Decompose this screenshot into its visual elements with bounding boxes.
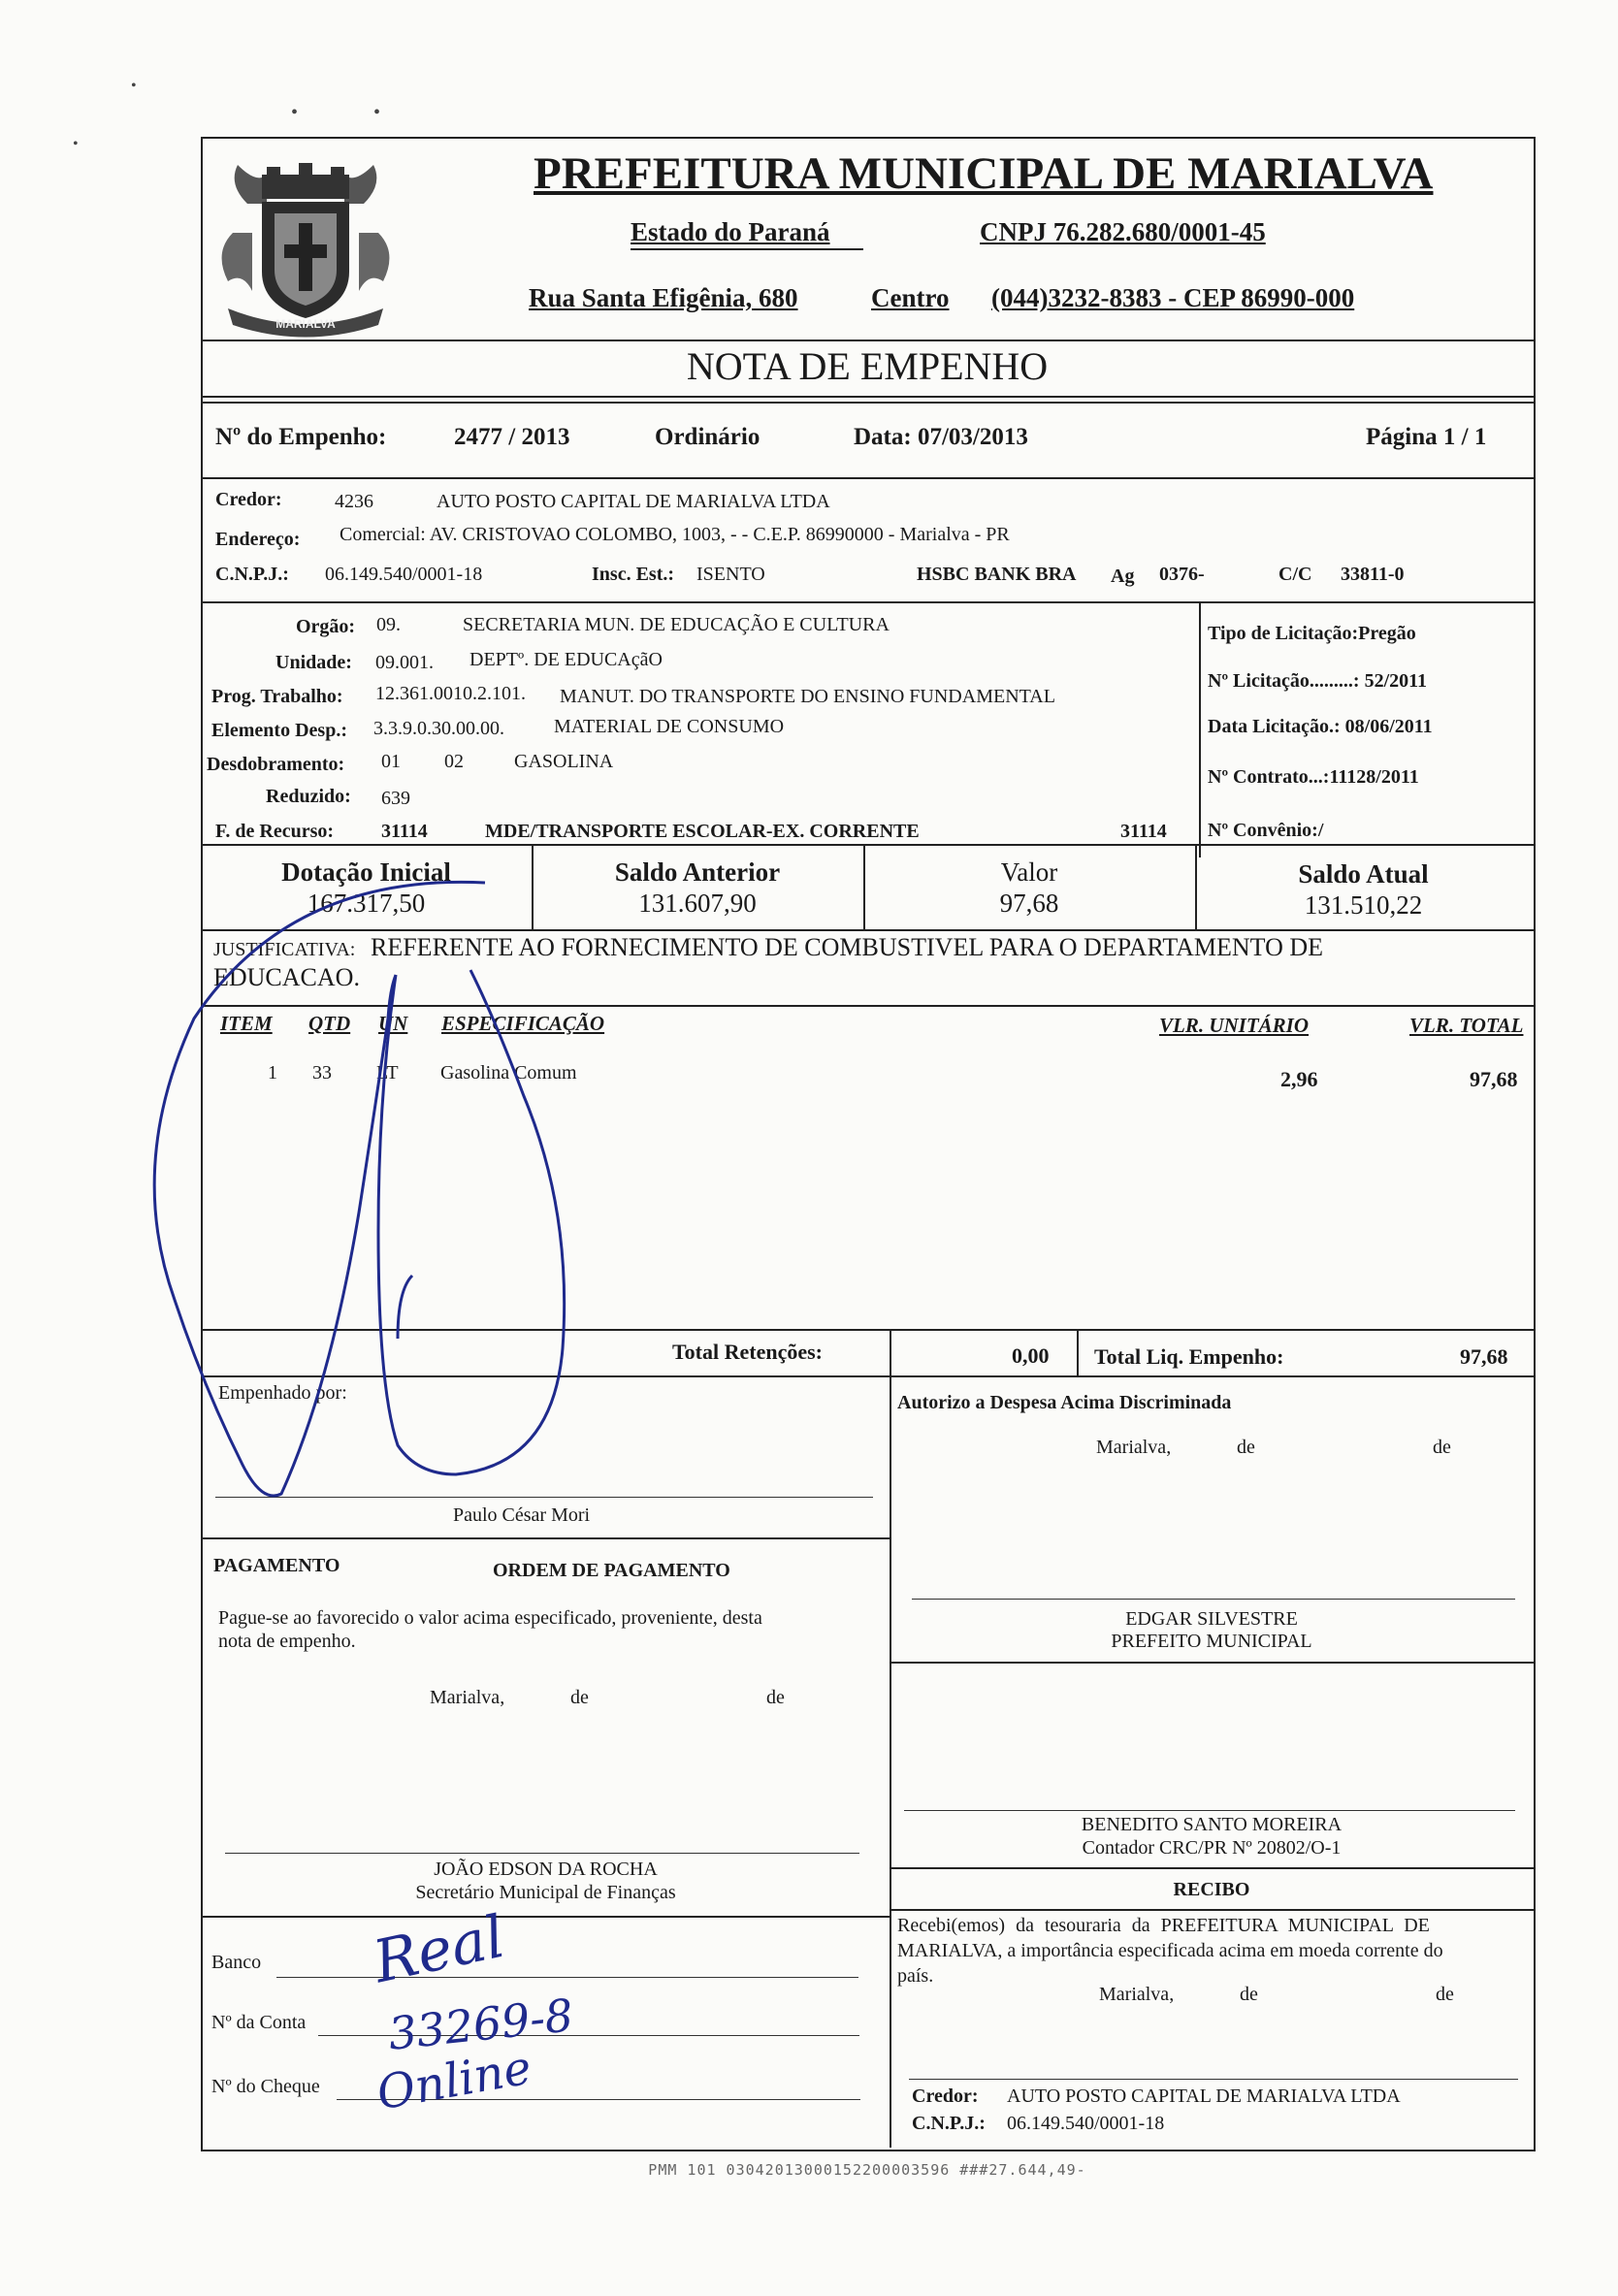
header-cnpj: CNPJ 76.282.680/0001-45 bbox=[980, 217, 1266, 246]
prog-code: 12.361.0010.2.101. bbox=[375, 683, 526, 704]
banco-label: Banco bbox=[211, 1952, 262, 1973]
pagamento-de-2: de bbox=[766, 1687, 785, 1708]
endereco-value: Comercial: AV. CRISTOVAO COLOMBO, 1003, - - C.E.P. 86990000 - Marialva - PR bbox=[340, 524, 1010, 545]
empenhado-label: Empenhado por: bbox=[218, 1382, 347, 1404]
recibo-credor-label: Credor: bbox=[912, 2086, 979, 2107]
retencoes-label: Total Retenções: bbox=[672, 1340, 823, 1364]
recurso-code-2: 31114 bbox=[1120, 821, 1167, 842]
convenio-number: Nº Convênio:/ bbox=[1208, 820, 1324, 841]
contador-role: Contador CRC/PR Nº 20802/O-1 bbox=[1082, 1837, 1342, 1859]
item-unit: LT bbox=[376, 1062, 399, 1083]
autorizo-title: Autorizo a Despesa Acima Discriminada bbox=[897, 1392, 1232, 1413]
unidade-label: Unidade: bbox=[275, 652, 352, 673]
recibo-de-1: de bbox=[1240, 1984, 1258, 2005]
justificativa-text-1: REFERENTE AO FORNECIMENTO DE COMBUSTIVEL PARA O DEPARTAMENTO DE bbox=[371, 933, 1324, 961]
pagamento-label: PAGAMENTO bbox=[213, 1555, 340, 1576]
recibo-text-2: MARIALVA, a importância especificada acima em moeda corrente do bbox=[897, 1940, 1443, 1961]
reduzido-label: Reduzido: bbox=[266, 786, 351, 807]
scan-mark: • bbox=[373, 102, 381, 123]
cnpj-label: C.N.P.J.: bbox=[215, 564, 289, 585]
agency-value: 0376- bbox=[1159, 564, 1205, 585]
prog-label: Prog. Trabalho: bbox=[211, 686, 343, 707]
item-qty: 33 bbox=[312, 1062, 332, 1083]
autorizo-city: Marialva, bbox=[1096, 1437, 1172, 1458]
recurso-name: MDE/TRANSPORTE ESCOLAR-EX. CORRENTE bbox=[485, 821, 920, 842]
total-liquido-value: 97,68 bbox=[1460, 1344, 1508, 1369]
orgao-name: SECRETARIA MUN. DE EDUCAÇÃO E CULTURA bbox=[463, 614, 890, 635]
unidade-name: DEPTº. DE EDUCAçãO bbox=[469, 649, 663, 670]
page-number: Página 1 / 1 bbox=[1366, 424, 1487, 450]
account-label: C/C bbox=[1278, 564, 1312, 585]
empenho-type: Ordinário bbox=[655, 424, 760, 450]
contrato-number: Nº Contrato...:11128/2011 bbox=[1208, 766, 1419, 788]
empenhado-name: Paulo César Mori bbox=[453, 1504, 591, 1526]
item-spec: Gasolina Comum bbox=[440, 1062, 577, 1083]
autorizo-de-2: de bbox=[1433, 1437, 1451, 1458]
desdobramento-b: 02 bbox=[444, 751, 464, 772]
municipal-crest-icon bbox=[209, 146, 403, 340]
handwritten-conta: 33269-8 bbox=[385, 1989, 576, 2060]
bank-name: HSBC BANK BRA bbox=[917, 564, 1077, 585]
col-un-header: UN bbox=[378, 1012, 408, 1035]
endereco-label: Endereço: bbox=[215, 529, 301, 550]
header-street: Rua Santa Efigênia, 680 bbox=[529, 283, 798, 312]
recibo-title: RECIBO bbox=[1173, 1879, 1250, 1900]
recibo-city: Marialva, bbox=[1099, 1984, 1175, 2005]
saldo-anterior-label: Saldo Anterior bbox=[614, 857, 781, 887]
pagamento-de-1: de bbox=[570, 1687, 589, 1708]
elemento-code: 3.3.9.0.30.00.00. bbox=[373, 718, 504, 739]
account-value: 33811-0 bbox=[1341, 564, 1405, 585]
col-qtd-header: QTD bbox=[308, 1012, 351, 1035]
insc-label: Insc. Est.: bbox=[592, 564, 675, 585]
empenho-number: 2477 / 2013 bbox=[454, 424, 570, 450]
prog-name: MANUT. DO TRANSPORTE DO ENSINO FUNDAMENTAL bbox=[560, 686, 1055, 707]
credor-name: AUTO POSTO CAPITAL DE MARIALVA LTDA bbox=[437, 491, 830, 512]
total-liquido-label: Total Liq. Empenho: bbox=[1094, 1344, 1284, 1369]
crest-banner-text: MARIALVA bbox=[275, 317, 336, 331]
valor-value: 97,68 bbox=[999, 889, 1059, 918]
saldo-atual-value: 131.510,22 bbox=[1304, 890, 1423, 920]
scan-mark: • bbox=[73, 136, 79, 152]
footer-code: PMM 101 03042013000152200003596 ###27.644,49- bbox=[648, 2161, 1086, 2179]
empenho-date: Data: 07/03/2013 bbox=[854, 424, 1028, 450]
col-unit-header: VLR. UNITÁRIO bbox=[1159, 1014, 1310, 1037]
orgao-label: Orgão: bbox=[296, 616, 356, 637]
dotacao-inicial-value: 167.317,50 bbox=[307, 889, 426, 918]
justificativa-text-2: EDUCACAO. bbox=[213, 963, 360, 991]
reduzido-value: 639 bbox=[381, 788, 410, 809]
valor-label: Valor bbox=[1000, 857, 1058, 887]
elemento-name: MATERIAL DE CONSUMO bbox=[554, 716, 785, 737]
secretario-name: JOÃO EDSON DA ROCHA bbox=[434, 1859, 658, 1880]
autorizo-de-1: de bbox=[1237, 1437, 1255, 1458]
prefeito-name: EDGAR SILVESTRE bbox=[1125, 1608, 1298, 1630]
item-unit-price: 2,96 bbox=[1280, 1067, 1318, 1091]
desdobramento-name: GASOLINA bbox=[514, 751, 614, 772]
empenho-number-label: Nº do Empenho: bbox=[215, 424, 387, 450]
handwritten-banco: Real bbox=[368, 1902, 511, 1997]
header-phone-cep: (044)3232-8383 - CEP 86990-000 bbox=[991, 283, 1355, 312]
col-total-header: VLR. TOTAL bbox=[1409, 1014, 1524, 1037]
page-title: PREFEITURA MUNICIPAL DE MARIALVA bbox=[534, 148, 1434, 199]
recibo-credor-name: AUTO POSTO CAPITAL DE MARIALVA LTDA bbox=[1007, 2086, 1401, 2107]
col-spec-header: ESPECIFICAÇÃO bbox=[441, 1012, 605, 1035]
scan-mark: • bbox=[131, 78, 137, 94]
justificativa-label: JUSTIFICATIVA: bbox=[213, 939, 356, 960]
saldo-atual-label: Saldo Atual bbox=[1298, 859, 1429, 889]
cnpj-value: 06.149.540/0001-18 bbox=[325, 564, 483, 585]
credor-label: Credor: bbox=[215, 489, 282, 510]
credor-code: 4236 bbox=[335, 491, 373, 512]
col-item-header: ITEM bbox=[220, 1012, 273, 1035]
contador-name: BENEDITO SANTO MOREIRA bbox=[1081, 1814, 1343, 1835]
recibo-cnpj-value: 06.149.540/0001-18 bbox=[1007, 2113, 1165, 2134]
doc-title: NOTA DE EMPENHO bbox=[686, 344, 1049, 388]
pagamento-text-1: Pague-se ao favorecido o valor acima especificado, proveniente, desta bbox=[218, 1607, 762, 1629]
secretario-role: Secretário Municipal de Finanças bbox=[415, 1882, 676, 1903]
unidade-code: 09.001. bbox=[375, 652, 434, 673]
licitacao-number: Nº Licitação.........: 52/2011 bbox=[1208, 670, 1428, 692]
retencoes-value: 0,00 bbox=[1012, 1343, 1050, 1368]
cheque-label: Nº do Cheque bbox=[211, 2076, 320, 2097]
handwritten-signature bbox=[136, 844, 592, 1542]
item-total: 97,68 bbox=[1470, 1067, 1518, 1091]
desdobramento-label: Desdobramento: bbox=[207, 754, 345, 775]
item-number: 1 bbox=[268, 1062, 277, 1083]
prefeito-role: PREFEITO MUNICIPAL bbox=[1111, 1631, 1312, 1652]
handwritten-cheque: Online bbox=[372, 2040, 535, 2121]
scan-mark: • bbox=[291, 102, 299, 123]
recibo-text-1: Recebi(emos) da tesouraria da PREFEITURA MUNICIPAL DE bbox=[897, 1915, 1430, 1936]
dotacao-inicial-label: Dotação Inicial bbox=[281, 857, 451, 887]
orgao-code: 09. bbox=[376, 614, 401, 635]
elemento-label: Elemento Desp.: bbox=[211, 720, 347, 741]
pagamento-text-2: nota de empenho. bbox=[218, 1631, 356, 1652]
licitacao-date: Data Licitação.: 08/06/2011 bbox=[1208, 716, 1433, 737]
ordem-pagamento-title: ORDEM DE PAGAMENTO bbox=[493, 1560, 730, 1581]
agency-label: Ag bbox=[1111, 566, 1135, 587]
licitacao-type: Tipo de Licitação:Pregão bbox=[1208, 623, 1416, 644]
header-district: Centro bbox=[871, 283, 950, 312]
recurso-code: 31114 bbox=[381, 821, 428, 842]
recibo-cnpj-label: C.N.P.J.: bbox=[912, 2113, 986, 2134]
conta-label: Nº da Conta bbox=[211, 2012, 307, 2033]
recibo-text-3: país. bbox=[897, 1965, 934, 1987]
pagamento-city: Marialva, bbox=[430, 1687, 505, 1708]
desdobramento-a: 01 bbox=[381, 751, 401, 772]
insc-value: ISENTO bbox=[696, 564, 765, 585]
recibo-de-2: de bbox=[1436, 1984, 1454, 2005]
header-state: Estado do Paraná bbox=[631, 217, 830, 246]
saldo-anterior-value: 131.607,90 bbox=[638, 889, 757, 918]
recurso-label: F. de Recurso: bbox=[215, 821, 335, 842]
